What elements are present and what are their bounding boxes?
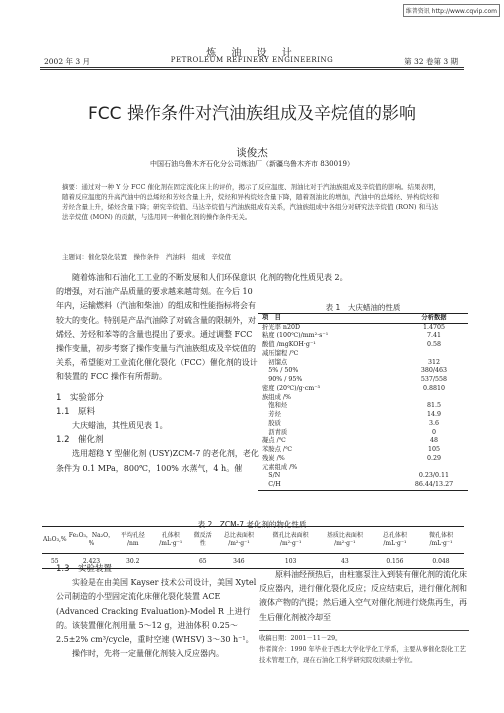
table-cell: 30.2 bbox=[115, 554, 150, 569]
subsection-heading: 1.2 催化剂 bbox=[56, 435, 104, 446]
table-cell-value: 81.5 bbox=[426, 402, 442, 410]
table-cell-label: 凝点 /℃ bbox=[262, 437, 286, 445]
table-cell-label: C/H bbox=[262, 481, 281, 488]
table-cell-label: 饱和烃 bbox=[262, 402, 288, 410]
table-row bbox=[258, 472, 468, 481]
table-row bbox=[258, 437, 468, 446]
table-cell-value bbox=[404, 350, 464, 359]
table-header-cell: 总比表面积 /m²·g⁻¹ bbox=[214, 527, 263, 554]
table-cell-label: 90% / 95% bbox=[262, 376, 303, 383]
table-cell: 0.048 bbox=[418, 554, 464, 569]
table-row bbox=[258, 481, 468, 491]
footnote bbox=[259, 630, 469, 666]
table-row bbox=[258, 411, 468, 420]
keywords: 主题词：催化裂化装置 操作条件 汽油料 组成 辛烷值 bbox=[62, 253, 231, 261]
left-column-body-2 bbox=[56, 562, 263, 661]
table-cell-label: 沥青质 bbox=[262, 428, 288, 436]
author-bio: 作者简介：1990 年毕业于西北大学化学化工学系，主要从事催化裂化工艺技术管理工作，现在石油化工科学研究院攻读硕士学位。 bbox=[259, 646, 466, 664]
table-cell-label: 5% / 50% bbox=[262, 367, 299, 375]
table-cell-value: 537/558 bbox=[420, 376, 448, 383]
table-header-cell: 平均孔径 /nm bbox=[115, 527, 150, 554]
table-row bbox=[258, 324, 468, 333]
table-cell-label: 粘度 (100℃)/mm²·s⁻¹ bbox=[262, 332, 329, 340]
operation-paragraph: 操作时，先将一定量催化剂装入反应器内。 bbox=[72, 649, 224, 659]
table-cell: 103 bbox=[264, 554, 318, 569]
article-title: FCC 操作条件对汽油族组成及辛烷值的影响 bbox=[88, 104, 416, 124]
intro-paragraph: 随着炼油和石油化工工业的不断发展和人们环保意识的增强，对石油产品质量的要求越来越苛刻。在今后 10 年内，运输燃料（汽油和柴油）的组成和性能指标将会有较大的变化。特别是产品汽油除了对硫含量的限制外，对烯烃、芳烃和苯等的含量也提出了要求。通过调整 FCC 操作变量，初步考察了操作变量与汽油族组成及辛烷值的关系，希望能对工业流化催化裂化（FCC）催化剂的设计和装置的 FCC 操作有所帮助。 bbox=[56, 273, 258, 382]
left-column-body bbox=[56, 271, 261, 476]
table-header-cell: 项 目 bbox=[262, 313, 281, 321]
table-cell: 346 bbox=[214, 554, 263, 569]
procedure-paragraph: 原料油经预热后，由柱塞泵注入到装有催化剂的流化床反应器内，进行催化裂化反应；反应结束后，进行催化剂和液体产物的汽提；然后通入空气对催化剂进行烧焦再生，再生后催化剂被冷却至 bbox=[259, 570, 467, 622]
feed-paragraph: 大庆蜡油，其性质见表 1。 bbox=[72, 421, 168, 431]
table-cell-label: 折光率 n20D bbox=[262, 323, 301, 331]
table-cell-value: 0.23/0.11 bbox=[418, 472, 450, 480]
table-header-cell: Fe₂O₃，Na₂O，% bbox=[68, 527, 116, 554]
header-rule bbox=[40, 67, 464, 68]
table-cell-label: 族组成 /% bbox=[262, 393, 291, 401]
right-column-body-2 bbox=[259, 568, 471, 625]
table-cell-value: 0.8810 bbox=[422, 384, 446, 392]
table-caption: 表 2 ZCM-7 老化剂的物化性质 bbox=[197, 520, 307, 529]
header-rule-2 bbox=[40, 69, 464, 70]
table-cell-label: 初馏点 bbox=[262, 358, 288, 366]
table-header-row bbox=[258, 313, 468, 324]
right-column-intro: 化剂的物化性质见表 2。 bbox=[260, 273, 348, 282]
table-row bbox=[258, 350, 468, 359]
table-header-cell: 分析数据 bbox=[421, 313, 447, 321]
table-header-cell: Al₂O₃,% bbox=[42, 527, 68, 554]
table-cell-label: 苯胺点 /℃ bbox=[262, 446, 293, 453]
table-cell-label: 芳烃 bbox=[262, 411, 281, 418]
abstract: 摘要：通过对一种 Y 分 FCC 催化剂在固定流化床上的评价，揭示了反应温度、剂油比对于汽油族组成及辛烷值的影响。结果表明，随着反应温度的升高汽油中的总烯烃和芳烃含量上升，烷烃和异构烷烃含量下降，随着剂油比的增加，汽油中的总烯烃、异构烷烃和芳烃含量上升，烯烃含量下降；研究辛烷值、马达辛烷值与汽油族组成有关系，汽油族组成中各组分对研究法辛烷值 (RON) 和马达法辛烷值 (MON) 的贡献，与选用同一种催化剂的操作条件无关。 bbox=[62, 183, 441, 221]
subsection-heading: 1.1 原料 bbox=[56, 406, 96, 417]
received-date: 收稿日期：2001－11－29。 bbox=[259, 635, 342, 642]
table-row bbox=[258, 455, 468, 464]
table-row bbox=[258, 385, 468, 394]
table-row bbox=[258, 376, 468, 385]
issue-date: 2002 年 3 月 bbox=[44, 57, 91, 66]
table-header-cell: 微孔比表面积 /m²·g⁻¹ bbox=[264, 527, 318, 554]
journal-name-cn: 炼 油 设 计 bbox=[206, 48, 298, 59]
apparatus-paragraph: 实验是在由美国 Kayser 技术公司设计，美国 Xytel 公司制造的小型固定流化床催化裂化装置 ACE (Advanced Cracking Evaluation)-Model R 上进行的。该装置催化剂用量 5～12 g，进油体积 0.25～2.5±2% cm³/cycle，重时空速 (WHSV) 3～30 h⁻¹。 bbox=[56, 578, 257, 645]
table-cell: 0.156 bbox=[372, 554, 418, 569]
table-cell-label: 酸值 /mgKOH·g⁻¹ bbox=[262, 341, 316, 348]
subsection-heading: 1.3 实验装置 bbox=[56, 564, 113, 574]
table-cell-value: 0.29 bbox=[426, 454, 442, 462]
table-cell-label: 胶质 bbox=[262, 419, 281, 427]
table-row bbox=[258, 429, 468, 438]
table-1 bbox=[258, 304, 468, 491]
table-cell-label: 残炭 /% bbox=[262, 454, 285, 462]
section-heading: 1 实验部分 bbox=[56, 392, 104, 403]
table-cell-label: 减压馏程 /℃ bbox=[262, 349, 299, 357]
affiliation: 中国石油乌鲁木齐石化分公司炼油厂（新疆乌鲁木齐市 830019） bbox=[150, 160, 354, 168]
table-cell: 55 bbox=[42, 554, 68, 569]
table-cell-value bbox=[404, 394, 464, 403]
table-cell-value: 7.41 bbox=[426, 332, 442, 340]
table-cell-value: 1.4705 bbox=[422, 323, 446, 331]
table-cell-label: 密度 (20℃)/g·cm⁻³ bbox=[262, 384, 321, 392]
table-row bbox=[258, 367, 468, 376]
table-cell-value: 0.58 bbox=[426, 341, 442, 348]
table-cell-value: 105 bbox=[427, 446, 441, 453]
table-row bbox=[258, 446, 468, 455]
table-cell-value: 3.6 bbox=[428, 419, 439, 427]
table-row bbox=[258, 332, 468, 341]
table-caption: 表 1 大庆蜡油的性质 bbox=[325, 303, 401, 312]
table-row bbox=[258, 464, 468, 473]
catalyst-paragraph: 选用超稳 Y 型催化剂 (USY)ZCM-7 的老化剂，老化条件为 0.1 MPa，800℃，100% 水蒸气，4 h。催 bbox=[56, 449, 259, 473]
table-row bbox=[258, 394, 468, 403]
watermark: 维普资讯 http://www.cqvip.com bbox=[403, 4, 500, 17]
table-header-cell: 孔体积 /mL·g⁻¹ bbox=[150, 527, 191, 554]
table-cell-value: 0 bbox=[431, 428, 436, 436]
table-cell-value bbox=[404, 464, 464, 473]
table-header-cell: 基质比表面积 /m²·g⁻¹ bbox=[318, 527, 372, 554]
table-cell: 2.423 bbox=[68, 554, 116, 569]
table-row bbox=[258, 402, 468, 411]
journal-name-en: PETROLEUM REFINERY ENGINEERING bbox=[170, 56, 334, 64]
table-cell-value: 86.44/13.27 bbox=[414, 481, 454, 488]
table-header-cell: 微反活性 bbox=[191, 527, 214, 554]
table-row bbox=[258, 359, 468, 368]
table-cell-label: 元素组成 /% bbox=[262, 463, 298, 471]
table-cell-value: 48 bbox=[429, 437, 438, 445]
table-row bbox=[258, 341, 468, 350]
table-cell-value: 14.9 bbox=[426, 411, 442, 418]
table-header-cell: 微孔体积 /mL·g⁻¹ bbox=[418, 527, 464, 554]
author: 谈俊杰 bbox=[236, 147, 268, 159]
table-cell-label: S/N bbox=[262, 472, 281, 480]
table-row bbox=[258, 420, 468, 429]
issue-volume: 第 32 卷第 3 期 bbox=[404, 57, 458, 66]
table-cell: 65 bbox=[191, 554, 214, 569]
table-header-cell: 总孔体积 /mL·g⁻¹ bbox=[372, 527, 418, 554]
table-cell: 43 bbox=[318, 554, 372, 569]
table-cell-value: 312 bbox=[427, 358, 441, 366]
table-cell-value: 380/463 bbox=[420, 367, 448, 375]
